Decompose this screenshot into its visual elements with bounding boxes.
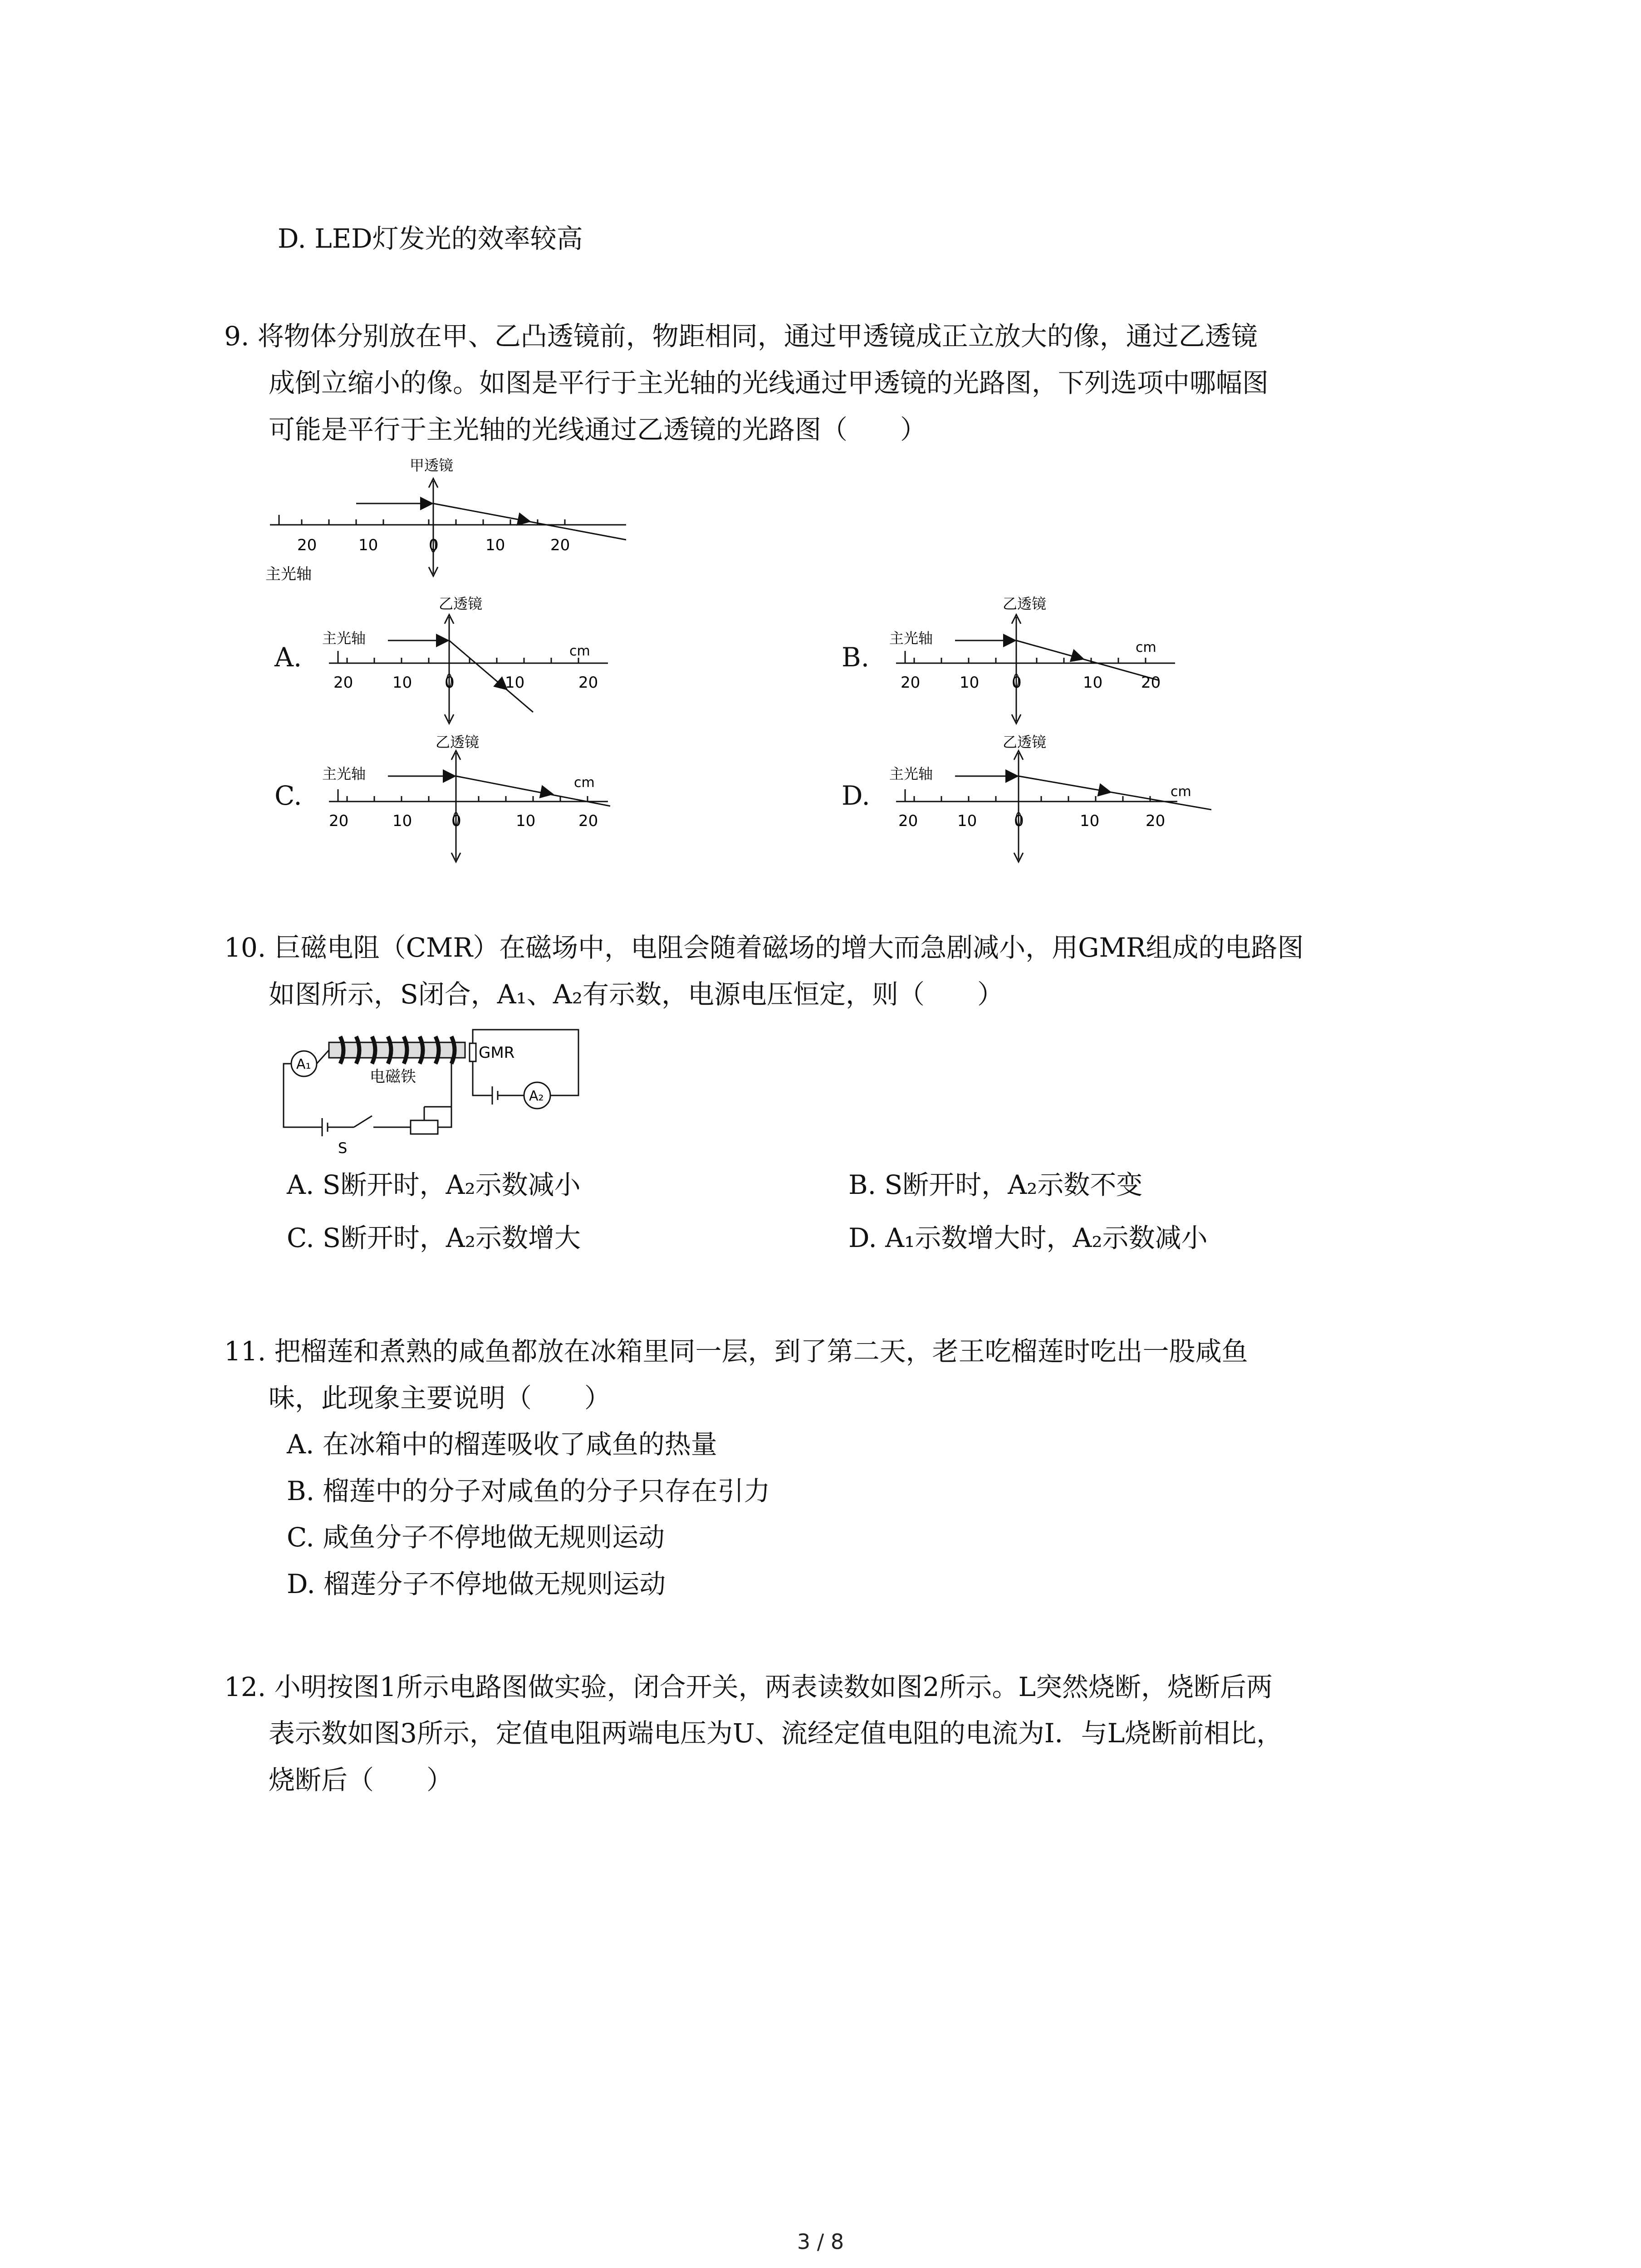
optA-lens-label: 乙透镜	[439, 595, 483, 612]
q12-text-line3: 烧断后（ ）	[269, 1765, 453, 1795]
q9-option-c-letter: C.	[274, 780, 302, 811]
q10-option-b: B. S断开时，A₂示数不变	[848, 1169, 1143, 1200]
optD-tick-10-left: 10	[957, 812, 977, 830]
q9-option-d-figure	[887, 728, 1214, 864]
a1-label: A₁	[296, 1056, 311, 1072]
q9-option-b-figure	[887, 590, 1177, 726]
page-number: 3 / 8	[797, 2229, 844, 2254]
optB-tick-10-right: 10	[1083, 674, 1103, 692]
q11-option-b: B. 榴莲中的分子对咸鱼的分子只存在引力	[287, 1476, 770, 1506]
q11-option-d: D. 榴莲分子不停地做无规则运动	[287, 1569, 666, 1599]
q10-option-c: C. S断开时，A₂示数增大	[287, 1222, 581, 1253]
q9-option-b-letter: B.	[842, 642, 870, 673]
main-tick-20-right: 20	[550, 536, 570, 554]
main-tick-0: 0	[429, 536, 439, 554]
q9-option-d-letter: D.	[842, 780, 870, 811]
optC-tick-20-left: 20	[329, 812, 349, 830]
optA-unit: cm	[569, 643, 590, 659]
optD-tick-20-left: 20	[898, 812, 918, 830]
q8-option-d: D. LED灯发光的效率较高	[278, 223, 583, 254]
main-tick-10-right: 10	[485, 536, 505, 554]
optA-tick-20-left: 20	[333, 674, 353, 692]
optD-lens-label: 乙透镜	[1003, 733, 1047, 751]
main-tick-10-left: 10	[358, 536, 378, 554]
optC-tick-10-right: 10	[516, 812, 536, 830]
q10-circuit-figure	[279, 1025, 588, 1157]
optC-unit: cm	[574, 775, 595, 791]
q9-option-a-letter: A.	[274, 642, 302, 673]
q10-text-line1: 10. 巨磁电阻（CMR）在磁场中，电阻会随着磁场的增大而急剧减小，用GMR组成的电路图	[224, 932, 1304, 963]
optD-tick-10-right: 10	[1080, 812, 1100, 830]
optB-tick-10-left: 10	[960, 674, 980, 692]
optA-tick-20-right: 20	[578, 674, 598, 692]
optC-axis-label: 主光轴	[322, 765, 366, 782]
optD-tick-20-right: 20	[1146, 812, 1166, 830]
switch-label: S	[338, 1139, 348, 1157]
optB-tick-20-left: 20	[901, 674, 921, 692]
optD-unit: cm	[1171, 784, 1191, 800]
optA-axis-label: 主光轴	[322, 630, 366, 647]
optC-tick-20-right: 20	[578, 812, 598, 830]
q11-text-line2: 味，此现象主要说明（ ）	[269, 1383, 611, 1413]
q9-text-line3: 可能是平行于主光轴的光线通过乙透镜的光路图（ ）	[269, 414, 927, 445]
optC-lens-label: 乙透镜	[436, 733, 480, 751]
optD-tick-0: 0	[1014, 812, 1024, 830]
q11-option-c: C. 咸鱼分子不停地做无规则运动	[287, 1522, 665, 1553]
a2-label: A₂	[529, 1088, 544, 1104]
optA-tick-10-right: 10	[505, 674, 525, 692]
main-tick-20-left: 20	[297, 536, 317, 554]
q9-option-a-figure	[320, 590, 610, 726]
q9-main-lens-figure	[265, 456, 628, 592]
optA-tick-0: 0	[445, 674, 455, 692]
optD-axis-label: 主光轴	[889, 765, 933, 782]
q12-text-line1: 12. 小明按图1所示电路图做实验，闭合开关，两表读数如图2所示。L突然烧断，烧断后两	[224, 1672, 1273, 1702]
q10-option-d: D. A₁示数增大时，A₂示数减小	[848, 1222, 1208, 1253]
optB-axis-label: 主光轴	[889, 630, 933, 647]
q11-text-line1: 11. 把榴莲和煮熟的咸鱼都放在冰箱里同一层，到了第二天，老王吃榴莲时吃出一股咸鱼	[224, 1336, 1248, 1367]
q11-option-a: A. 在冰箱中的榴莲吸收了咸鱼的热量	[287, 1429, 717, 1460]
optB-unit: cm	[1136, 640, 1156, 655]
optB-tick-0: 0	[1012, 674, 1022, 692]
optB-tick-20-right: 20	[1141, 674, 1161, 692]
gmr-label: GMR	[479, 1044, 515, 1062]
magnet-label: 电磁铁	[370, 1068, 416, 1086]
optA-tick-10-left: 10	[392, 674, 412, 692]
optC-tick-0: 0	[451, 812, 461, 830]
q12-text-line2: 表示数如图3所示，定值电阻两端电压为U、流经定值电阻的电流为I．与L烧断前相比，	[269, 1718, 1283, 1749]
q10-text-line2: 如图所示，S闭合，A₁、A₂有示数，电源电压恒定，则（ ）	[269, 979, 1004, 1010]
q9-option-c-figure	[320, 728, 610, 864]
main-lens-label: 甲透镜	[410, 457, 454, 474]
q10-option-a: A. S断开时，A₂示数减小	[287, 1169, 581, 1200]
optB-lens-label: 乙透镜	[1003, 595, 1047, 612]
main-axis-label: 主光轴	[265, 565, 312, 583]
q9-text-line1: 9. 将物体分别放在甲、乙凸透镜前，物距相同，通过甲透镜成正立放大的像，通过乙透镜	[224, 321, 1258, 352]
q9-text-line2: 成倒立缩小的像。如图是平行于主光轴的光线通过甲透镜的光路图，下列选项中哪幅图	[269, 367, 1269, 398]
optC-tick-10-left: 10	[392, 812, 412, 830]
